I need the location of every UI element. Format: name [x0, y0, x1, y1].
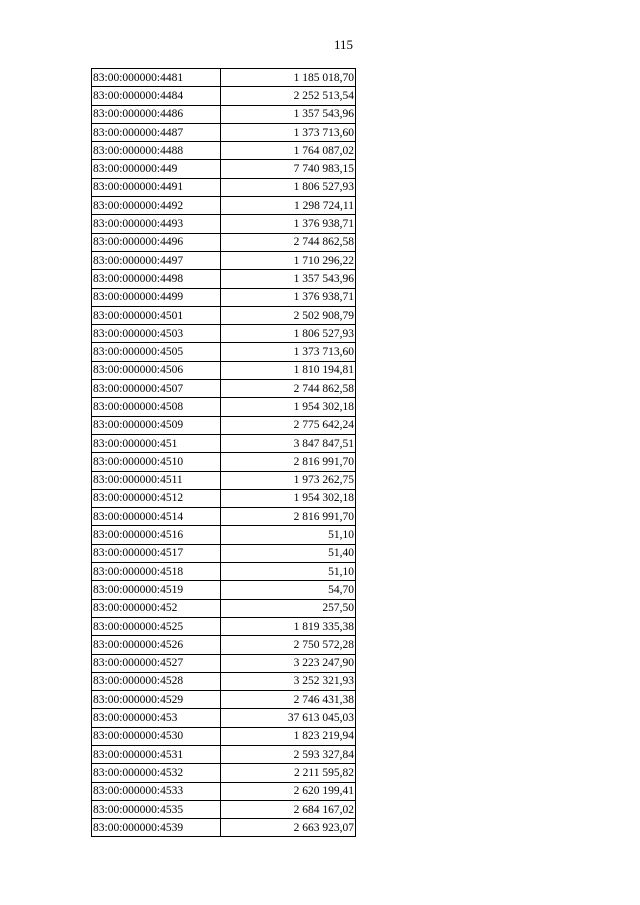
- table-row: [92, 489, 356, 507]
- cadastral-value-cell: 1 764 087,02: [221, 142, 356, 160]
- table-row: [92, 544, 356, 562]
- table-row: [92, 288, 356, 306]
- cadastral-value-cell: 1 373 713,60: [221, 123, 356, 141]
- cadastral-number-cell: 83:00:000000:4498: [92, 270, 221, 288]
- table-row: [92, 325, 356, 343]
- cadastral-number-cell: 83:00:000000:4505: [92, 343, 221, 361]
- cadastral-number-cell: 83:00:000000:4531: [92, 745, 221, 763]
- table-row: [92, 691, 356, 709]
- cadastral-value-cell: 1 973 262,75: [221, 471, 356, 489]
- table-row: [92, 398, 356, 416]
- cadastral-number-cell: 83:00:000000:4481: [92, 69, 221, 87]
- table-row: [92, 672, 356, 690]
- cadastral-value-cell: 1 806 527,93: [221, 325, 356, 343]
- cadastral-value-cell: 2 816 991,70: [221, 453, 356, 471]
- table-row: [92, 233, 356, 251]
- cadastral-value-cell: 1 954 302,18: [221, 398, 356, 416]
- cadastral-number-cell: 83:00:000000:4491: [92, 178, 221, 196]
- table-row: [92, 215, 356, 233]
- cadastral-value-cell: 2 663 923,07: [221, 819, 356, 837]
- cadastral-number-cell: 83:00:000000:4512: [92, 489, 221, 507]
- table-body: [92, 69, 356, 837]
- cadastral-number-cell: 83:00:000000:4532: [92, 764, 221, 782]
- table-row: [92, 270, 356, 288]
- table-row: [92, 160, 356, 178]
- table-row: [92, 508, 356, 526]
- table-row: [92, 563, 356, 581]
- table-row: [92, 471, 356, 489]
- table-row: [92, 727, 356, 745]
- cadastral-value-cell: 1 373 713,60: [221, 343, 356, 361]
- table-row: [92, 105, 356, 123]
- cadastral-value-cell: 1 357 543,96: [221, 105, 356, 123]
- cadastral-value-cell: 54,70: [221, 581, 356, 599]
- cadastral-number-cell: 83:00:000000:4526: [92, 636, 221, 654]
- cadastral-value-cell: 1 376 938,71: [221, 215, 356, 233]
- table-row: [92, 69, 356, 87]
- cadastral-number-cell: 83:00:000000:4511: [92, 471, 221, 489]
- table-row: [92, 123, 356, 141]
- cadastral-number-cell: 83:00:000000:4517: [92, 544, 221, 562]
- table-row: [92, 782, 356, 800]
- cadastral-number-cell: 83:00:000000:4497: [92, 251, 221, 269]
- cadastral-value-cell: 2 775 642,24: [221, 416, 356, 434]
- cadastral-value-cell: 2 502 908,79: [221, 306, 356, 324]
- cadastral-value-cell: 51,40: [221, 544, 356, 562]
- cadastral-value-cell: 2 744 862,58: [221, 380, 356, 398]
- cadastral-number-cell: 83:00:000000:4535: [92, 800, 221, 818]
- cadastral-number-cell: 83:00:000000:4486: [92, 105, 221, 123]
- cadastral-number-cell: 83:00:000000:451: [92, 434, 221, 452]
- cadastral-number-cell: 83:00:000000:4506: [92, 361, 221, 379]
- cadastral-number-cell: 83:00:000000:4519: [92, 581, 221, 599]
- cadastral-number-cell: 83:00:000000:4487: [92, 123, 221, 141]
- cadastral-number-cell: 83:00:000000:452: [92, 599, 221, 617]
- table-row: [92, 178, 356, 196]
- cadastral-value-cell: 1 376 938,71: [221, 288, 356, 306]
- table-row: [92, 709, 356, 727]
- cadastral-value-cell: 2 593 327,84: [221, 745, 356, 763]
- table-row: [92, 526, 356, 544]
- cadastral-number-cell: 83:00:000000:453: [92, 709, 221, 727]
- cadastral-value-cell: 2 684 167,02: [221, 800, 356, 818]
- cadastral-number-cell: 83:00:000000:4492: [92, 197, 221, 215]
- cadastral-number-cell: 83:00:000000:4499: [92, 288, 221, 306]
- table-row: [92, 745, 356, 763]
- cadastral-number-cell: 83:00:000000:4484: [92, 87, 221, 105]
- table-row: [92, 197, 356, 215]
- cadastral-number-cell: 83:00:000000:4530: [92, 727, 221, 745]
- cadastral-value-cell: 257,50: [221, 599, 356, 617]
- table-row: [92, 380, 356, 398]
- cadastral-value-cell: 51,10: [221, 526, 356, 544]
- cadastral-value-cell: 7 740 983,15: [221, 160, 356, 178]
- cadastral-value-cell: 3 252 321,93: [221, 672, 356, 690]
- cadastral-number-cell: 83:00:000000:4525: [92, 617, 221, 635]
- cadastral-value-cell: 1 819 335,38: [221, 617, 356, 635]
- cadastral-value-cell: 3 847 847,51: [221, 434, 356, 452]
- table-row: [92, 581, 356, 599]
- page-number: 115: [334, 37, 354, 52]
- cadastral-value-cell: 1 806 527,93: [221, 178, 356, 196]
- cadastral-number-cell: 83:00:000000:4488: [92, 142, 221, 160]
- cadastral-value-cell: 1 810 194,81: [221, 361, 356, 379]
- cadastral-number-cell: 83:00:000000:4529: [92, 691, 221, 709]
- table-row: [92, 361, 356, 379]
- cadastral-number-cell: 83:00:000000:4507: [92, 380, 221, 398]
- cadastral-number-cell: 83:00:000000:4501: [92, 306, 221, 324]
- cadastral-value-cell: 1 185 018,70: [221, 69, 356, 87]
- table-row: [92, 251, 356, 269]
- cadastral-value-table: [91, 68, 356, 837]
- table-row: [92, 142, 356, 160]
- cadastral-number-cell: 83:00:000000:4516: [92, 526, 221, 544]
- cadastral-value-cell: 1 298 724,11: [221, 197, 356, 215]
- table-row: [92, 416, 356, 434]
- table-row: [92, 764, 356, 782]
- table-row: [92, 343, 356, 361]
- cadastral-number-cell: 83:00:000000:4514: [92, 508, 221, 526]
- cadastral-value-cell: 51,10: [221, 563, 356, 581]
- table-row: [92, 636, 356, 654]
- table-row: [92, 453, 356, 471]
- cadastral-number-cell: 83:00:000000:4509: [92, 416, 221, 434]
- table-row: [92, 87, 356, 105]
- cadastral-value-cell: 2 620 199,41: [221, 782, 356, 800]
- cadastral-value-cell: 2 750 572,28: [221, 636, 356, 654]
- table-row: [92, 819, 356, 837]
- cadastral-number-cell: 83:00:000000:4503: [92, 325, 221, 343]
- cadastral-value-cell: 1 954 302,18: [221, 489, 356, 507]
- cadastral-value-cell: 1 823 219,94: [221, 727, 356, 745]
- cadastral-value-cell: 3 223 247,90: [221, 654, 356, 672]
- cadastral-number-cell: 83:00:000000:4496: [92, 233, 221, 251]
- cadastral-number-cell: 83:00:000000:449: [92, 160, 221, 178]
- cadastral-number-cell: 83:00:000000:4508: [92, 398, 221, 416]
- cadastral-number-cell: 83:00:000000:4493: [92, 215, 221, 233]
- cadastral-value-cell: 37 613 045,03: [221, 709, 356, 727]
- cadastral-value-cell: 2 211 595,82: [221, 764, 356, 782]
- cadastral-value-cell: 2 746 431,38: [221, 691, 356, 709]
- cadastral-value-cell: 2 744 862,58: [221, 233, 356, 251]
- table-row: [92, 306, 356, 324]
- table-row: [92, 654, 356, 672]
- cadastral-number-cell: 83:00:000000:4510: [92, 453, 221, 471]
- table-row: [92, 599, 356, 617]
- table-row: [92, 434, 356, 452]
- cadastral-value-cell: 1 357 543,96: [221, 270, 356, 288]
- table-row: [92, 617, 356, 635]
- table-row: [92, 800, 356, 818]
- cadastral-number-cell: 83:00:000000:4518: [92, 563, 221, 581]
- cadastral-number-cell: 83:00:000000:4528: [92, 672, 221, 690]
- cadastral-number-cell: 83:00:000000:4527: [92, 654, 221, 672]
- cadastral-number-cell: 83:00:000000:4533: [92, 782, 221, 800]
- cadastral-number-cell: 83:00:000000:4539: [92, 819, 221, 837]
- cadastral-value-cell: 1 710 296,22: [221, 251, 356, 269]
- cadastral-value-cell: 2 816 991,70: [221, 508, 356, 526]
- cadastral-value-cell: 2 252 513,54: [221, 87, 356, 105]
